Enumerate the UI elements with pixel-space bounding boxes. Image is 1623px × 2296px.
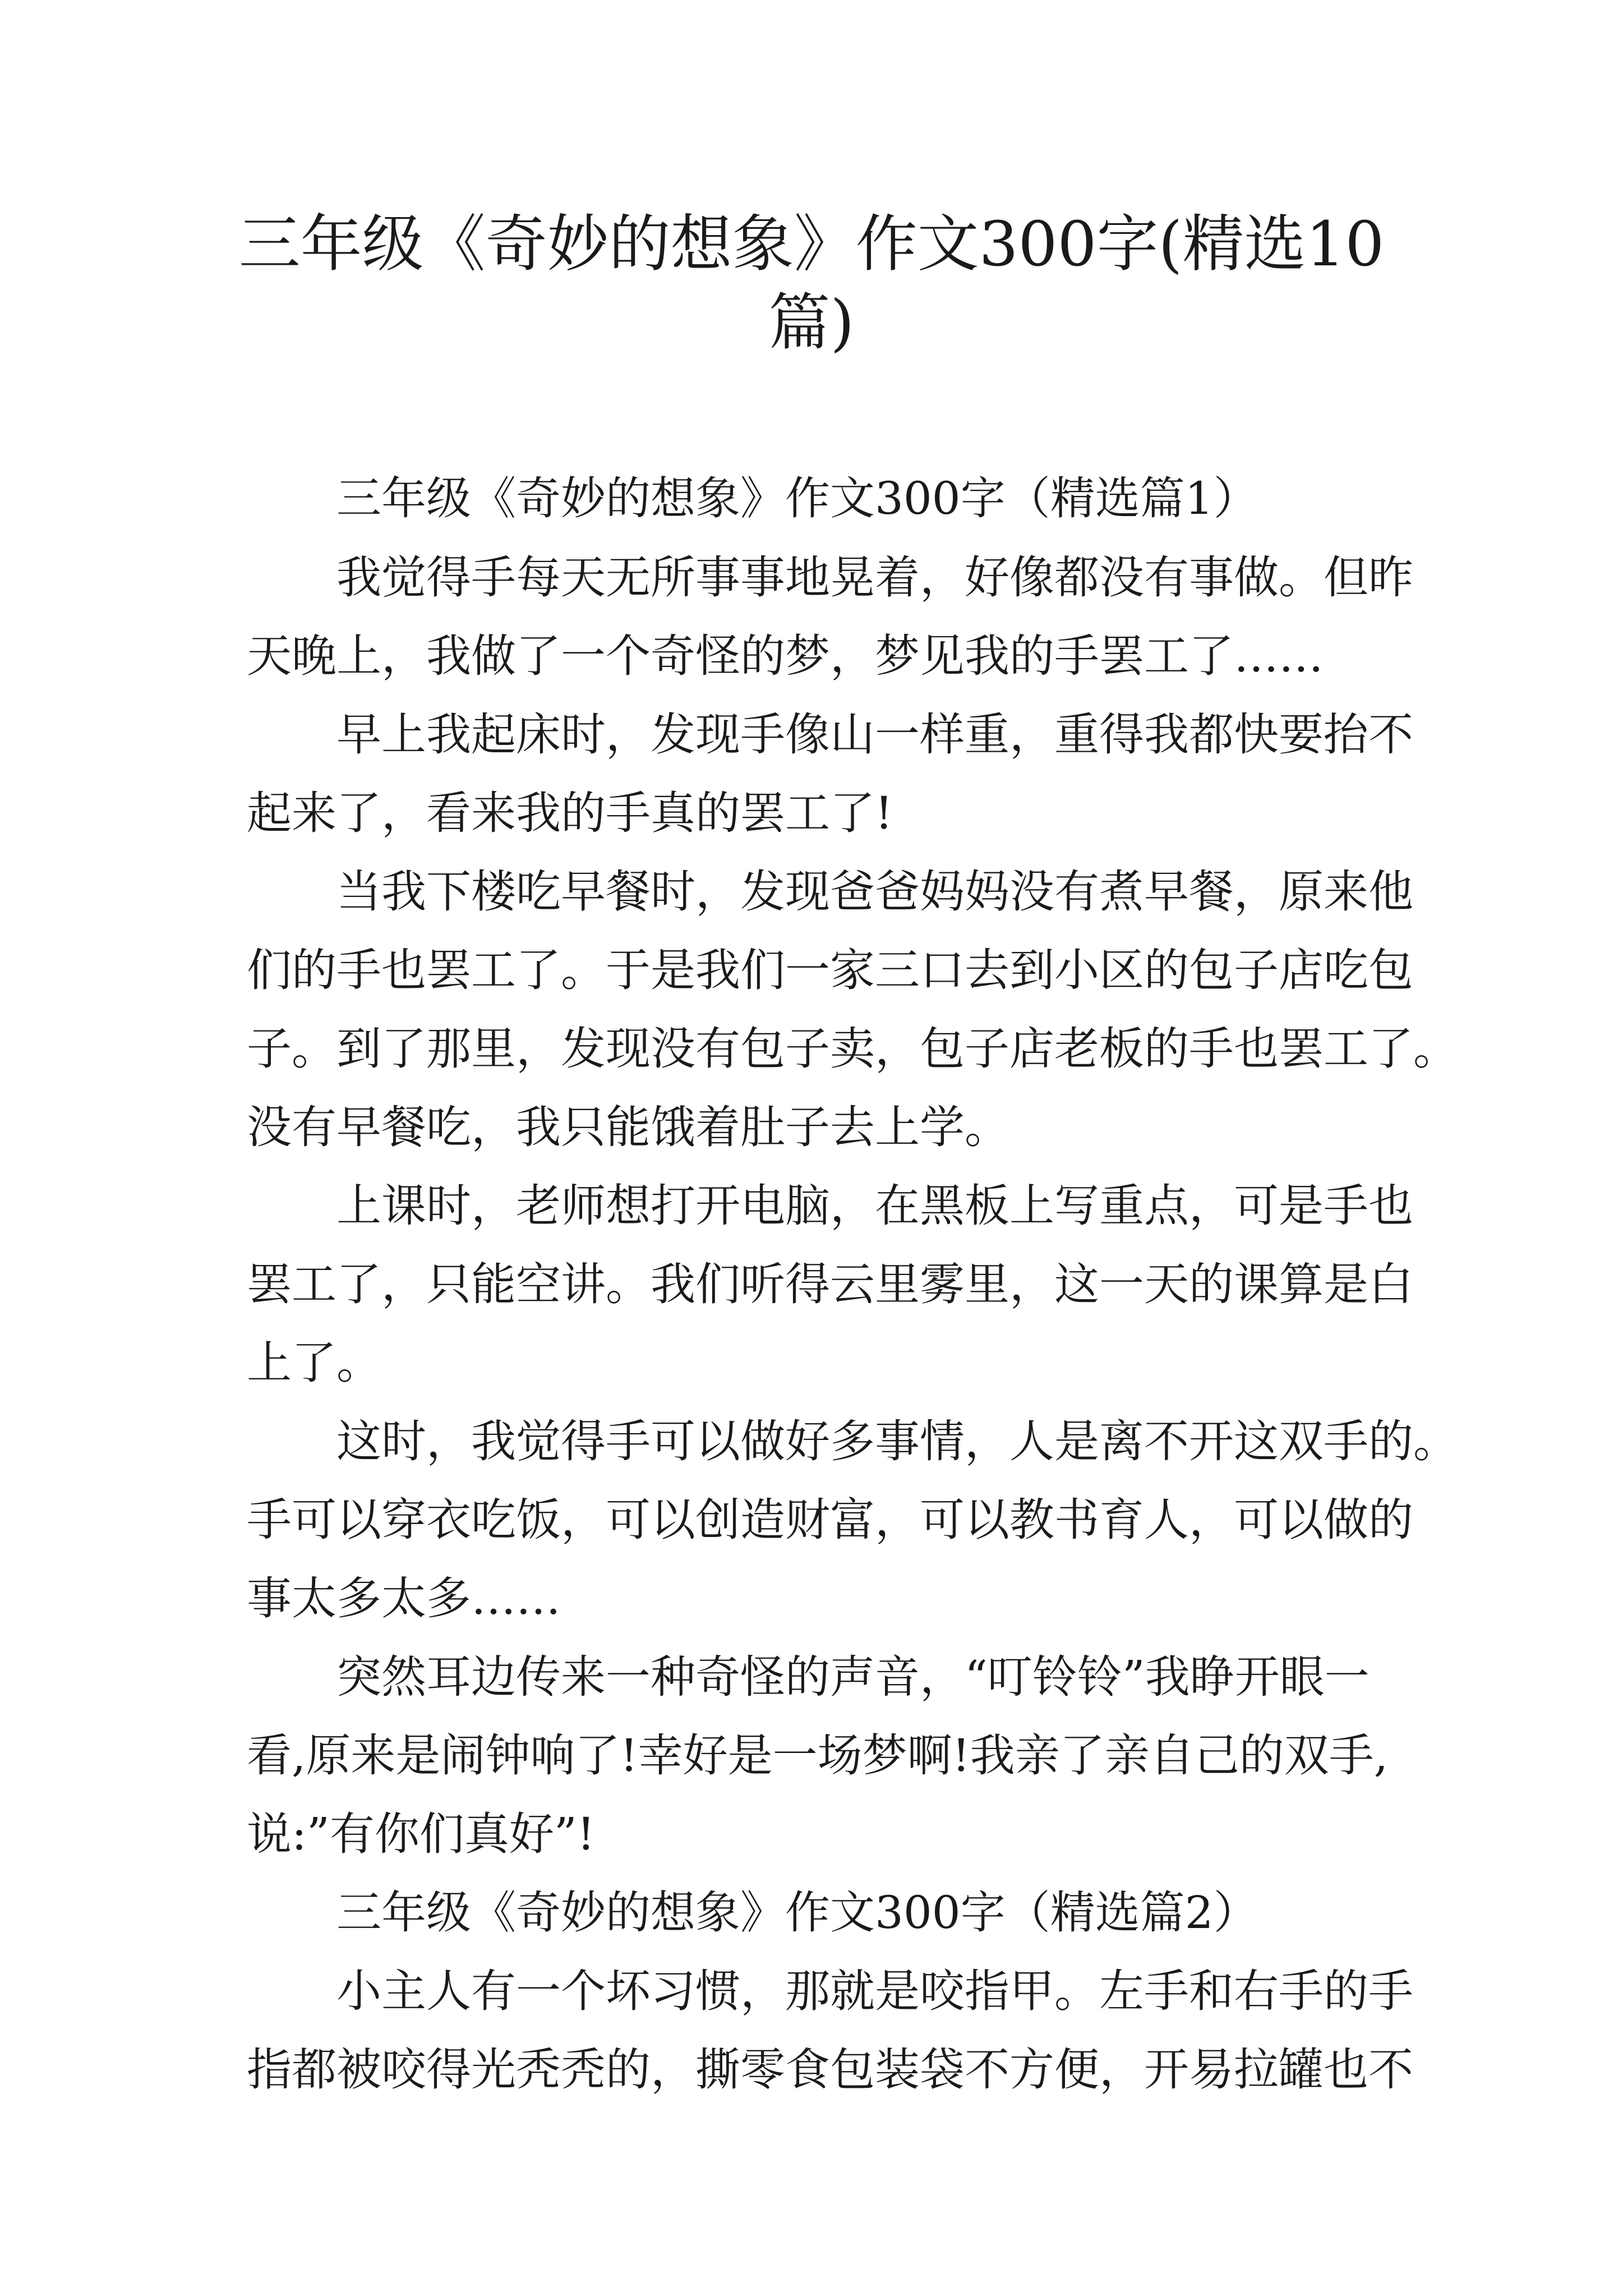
text-line: 手可以穿衣吃饭，可以创造财富，可以教书育人，可以做的 xyxy=(247,1494,1413,1546)
text-line: 指都被咬得光秃秃的，撕零食包装袋不方便，开易拉罐也不 xyxy=(247,2044,1413,2096)
text-line: 小主人有一个坏习惯，那就是咬指甲。左手和右手的手 xyxy=(336,1965,1413,2017)
text-line: 说:”有你们真好”! xyxy=(247,1808,595,1860)
text-line: 罢工了，只能空讲。我们听得云里雾里，这一天的课算是白 xyxy=(247,1258,1413,1310)
text-line: 上了。 xyxy=(247,1337,381,1389)
text-line: 天晚上，我做了一个奇怪的梦，梦见我的手罢工了…… xyxy=(247,630,1324,682)
text-line: 没有早餐吃，我只能饿着肚子去上学。 xyxy=(247,1101,1009,1153)
text-line: 看,原来是闹钟响了!幸好是一场梦啊!我亲了亲自己的双手, xyxy=(247,1729,1389,1782)
text-line: 当我下楼吃早餐时，发现爸爸妈妈没有煮早餐，原来他 xyxy=(336,866,1413,918)
text-line: 事太多太多…… xyxy=(247,1572,561,1625)
document-title-line-1: 三年级《奇妙的想象》作文300字(精选10 xyxy=(238,208,1385,280)
text-line: 起来了，看来我的手真的罢工了! xyxy=(247,787,893,839)
text-line: 早上我起床时，发现手像山一样重，重得我都快要抬不 xyxy=(336,708,1413,761)
document-title-line-2: 篇) xyxy=(768,287,855,358)
essay-2-heading: 三年级《奇妙的想象》作文300字（精选篇2） xyxy=(336,1887,1258,1939)
text-line: 上课时，老师想打开电脑，在黑板上写重点，可是手也 xyxy=(336,1180,1413,1232)
text-line: 子。到了那里，发现没有包子卖，包子店老板的手也罢工了。 xyxy=(247,1023,1458,1075)
text-line: 突然耳边传来一种奇怪的声音，“叮铃铃”我睁开眼一 xyxy=(336,1651,1370,1703)
essay-1-heading: 三年级《奇妙的想象》作文300字（精选篇1） xyxy=(336,472,1258,524)
text-line: 这时，我觉得手可以做好多事情，人是离不开这双手的。 xyxy=(336,1415,1458,1467)
text-line: 我觉得手每天无所事事地晃着，好像都没有事做。但昨 xyxy=(336,551,1413,604)
text-line: 们的手也罢工了。于是我们一家三口去到小区的包子店吃包 xyxy=(247,944,1413,996)
